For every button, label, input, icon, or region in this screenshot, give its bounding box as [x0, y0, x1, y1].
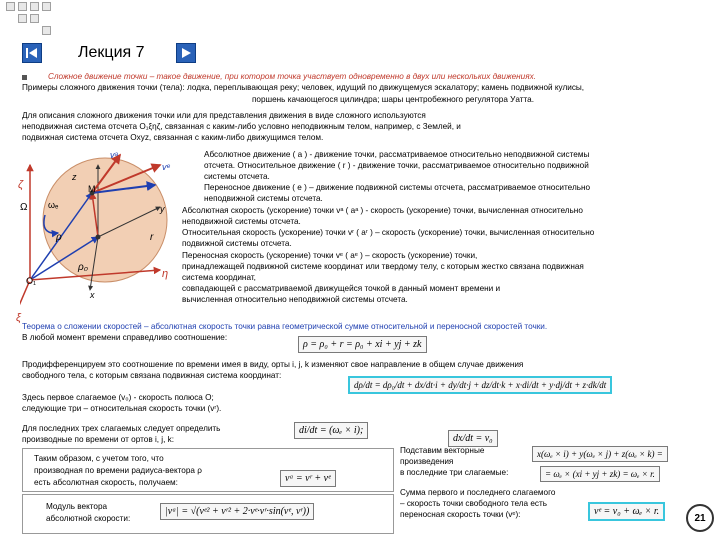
def-line-11: принадлежащей подвижной системе координат или твердому телу, с которым жестко связана подвижная [182, 262, 584, 271]
systems-line-2: неподвижная система отсчета O₁ξηζ, связанная с каким-либо условно неподвижным телом, например, с Землей, и [22, 122, 461, 131]
label-omega-big: Ω [20, 202, 28, 213]
last-line-1: Для последних трех слагаемых следует определить [22, 424, 221, 433]
grid-square [30, 14, 39, 23]
prev-arrow-icon [26, 47, 38, 59]
motion-diagram [20, 145, 200, 330]
decorative-grid [6, 2, 56, 38]
examples-line-1: Примеры сложного движения точки (тела): лодка, переплывающая реку; человек, идущий по движущемуся эскалатору; камень подвижной кулисы, [22, 83, 585, 92]
subst-formula-2: = ωₑ × (xi + yj + zk) = ωₑ × r. [540, 466, 660, 482]
def-line-1: Абсолютное движение ( a ) - движение точки, рассматриваемое относительно неподвижной системы [204, 150, 590, 159]
label-r: r [150, 232, 154, 243]
diff-note-1: Здесь первое слагаемое (v₀) - скорость полюса O; [22, 393, 214, 402]
theorem-formula: ρ = ρ₀ + r = ρ₀ + xi + yj + zk [298, 336, 427, 353]
label-ve: vᵉ [162, 162, 170, 172]
def-line-7: неподвижной системы отсчета. [182, 217, 301, 226]
sum-line-2: – скорость точки свободного тела есть [400, 499, 548, 508]
conclusion-line-1: Таким образом, с учетом того, что [34, 454, 164, 463]
label-rho0: ρ₀ [78, 262, 88, 273]
def-line-8: Относительная скорость (ускорение) точки vʳ ( aʳ ) – скорость (ускорение) точки, вычисленная относительно [182, 228, 595, 237]
diff-line-2: свободного тела, с которым связана подвижная система координат: [22, 371, 282, 380]
systems-line-1: Для описания сложного движения точки или для представления движения в виде сложного используются [22, 111, 426, 120]
label-x: x [90, 290, 95, 300]
theorem-line-1: Теорема о сложении скоростей – абсолютная скорость точки равна геометрической сумме относительной и переносной скоростей точки. [22, 322, 548, 331]
subst-formula-1: x(ωₑ × i) + y(ωₑ × j) + z(ωₑ × k) = [532, 446, 668, 462]
label-rho: ρ [56, 232, 62, 243]
label-va: vᵃ [110, 150, 118, 160]
def-line-14: вычисленная относительно неподвижной системы отсчета. [182, 295, 408, 304]
definition-text: Сложное движение точки – такое движение, при котором точка участвует одновременно в двух или нескольких движениях. [48, 72, 536, 81]
modulus-formula: |vᵃ| = √(vᵉ² + vʳ² + 2·vᵉ·vʳ·sin(vᵉ, vʳ)) [160, 503, 314, 520]
next-slide-button[interactable] [176, 43, 196, 63]
sum-formula: vᵉ = v₀ + ωₑ × r. [588, 502, 665, 521]
def-line-5: неподвижной системы отсчета. [204, 194, 323, 203]
modulus-line-2: абсолютной скорости: [46, 514, 131, 523]
last-formula-1: di/dt = (ωₑ × i); [294, 422, 368, 439]
label-O1: O₁ [26, 276, 37, 286]
def-line-3: системы отсчета. [204, 172, 270, 181]
def-line-4: Переносное движение ( e ) – движение подвижной системы отсчета, рассматриваемое относительно [204, 183, 591, 192]
def-line-2: отсчета. Относительное движение ( r ) - движение точки, рассматриваемое относительно подвижной [204, 161, 589, 170]
conclusion-line-2: производная по времени радиуса-вектора ρ [34, 466, 202, 475]
label-xi: ξ [16, 312, 21, 324]
page-title: Лекция 7 [78, 44, 145, 61]
grid-square [6, 2, 15, 11]
grid-square [18, 2, 27, 11]
grid-square [42, 2, 51, 11]
systems-line-3: подвижная система отсчета Oxyz, связанная с каким-либо движущимся телом. [22, 133, 324, 142]
def-line-6: Абсолютная скорость (ускорение) точки vᵃ ( aᵃ ) - скорость (ускорение) точки, вычисленная относительно [182, 206, 583, 215]
label-y: y [160, 204, 165, 214]
label-zeta: ζ [18, 179, 24, 191]
square-bullet-icon [22, 75, 27, 80]
last-formula-2: dx/dt = v₀ [448, 430, 498, 447]
sum-line-1: Сумма первого и последнего слагаемого [400, 488, 556, 497]
sum-line-3: переносная скорость точки (vᵉ): [400, 510, 521, 519]
page-number: 21 [694, 512, 706, 524]
label-z: z [72, 172, 77, 182]
label-omega-e: ωₑ [48, 200, 59, 210]
label-M: M [88, 184, 96, 194]
def-line-9: подвижной системы отсчета. [182, 239, 292, 248]
origin-O [96, 235, 101, 240]
diff-line-1: Продифференцируем это соотношение по времени имея в виду, орты i, j, k изменяют свое направление в общем случае движения [22, 360, 524, 369]
conclusion-line-3: есть абсолютная скорость, получаем: [34, 478, 178, 487]
prev-slide-button[interactable] [22, 43, 42, 63]
subst-line-1: Подставим векторные [400, 446, 485, 455]
label-eta: η [162, 268, 169, 280]
diff-note-2: следующие три – относительная скорость точки (vʳ). [22, 404, 222, 413]
diff-formula: dρ/dt = dρ₀/dt + dx/dt·i + dy/dt·j + dz/dt·k + x·di/dt + y·dj/dt + z·dk/dt [348, 376, 612, 394]
examples-line-2: поршень качающегося цилиндра; шары центробежного регулятора Уатта. [252, 95, 534, 104]
page-number-badge [686, 504, 714, 532]
grid-square [30, 2, 39, 11]
last-line-2: производные по времени от ортов i, j, k: [22, 435, 175, 444]
conclusion-formula: vᵃ = vʳ + vᵉ [280, 470, 336, 487]
grid-square [18, 14, 27, 23]
subst-line-2: произведения [400, 457, 454, 466]
next-arrow-icon [180, 47, 192, 59]
theorem-line-2: В любой момент времени справедливо соотношение: [22, 333, 228, 342]
subst-line-3: в последние три слагаемые: [400, 468, 509, 477]
modulus-line-1: Модуль вектора [46, 502, 108, 511]
def-line-13: совпадающей с рассматриваемой движущейся точкой в данный момент времени и [182, 284, 501, 293]
grid-square [42, 26, 51, 35]
def-line-10: Переносная скорость (ускорение) точки vᵉ ( aᵉ ) – скорость (ускорение) точки, [182, 251, 478, 260]
def-line-12: система координат, [182, 273, 256, 282]
